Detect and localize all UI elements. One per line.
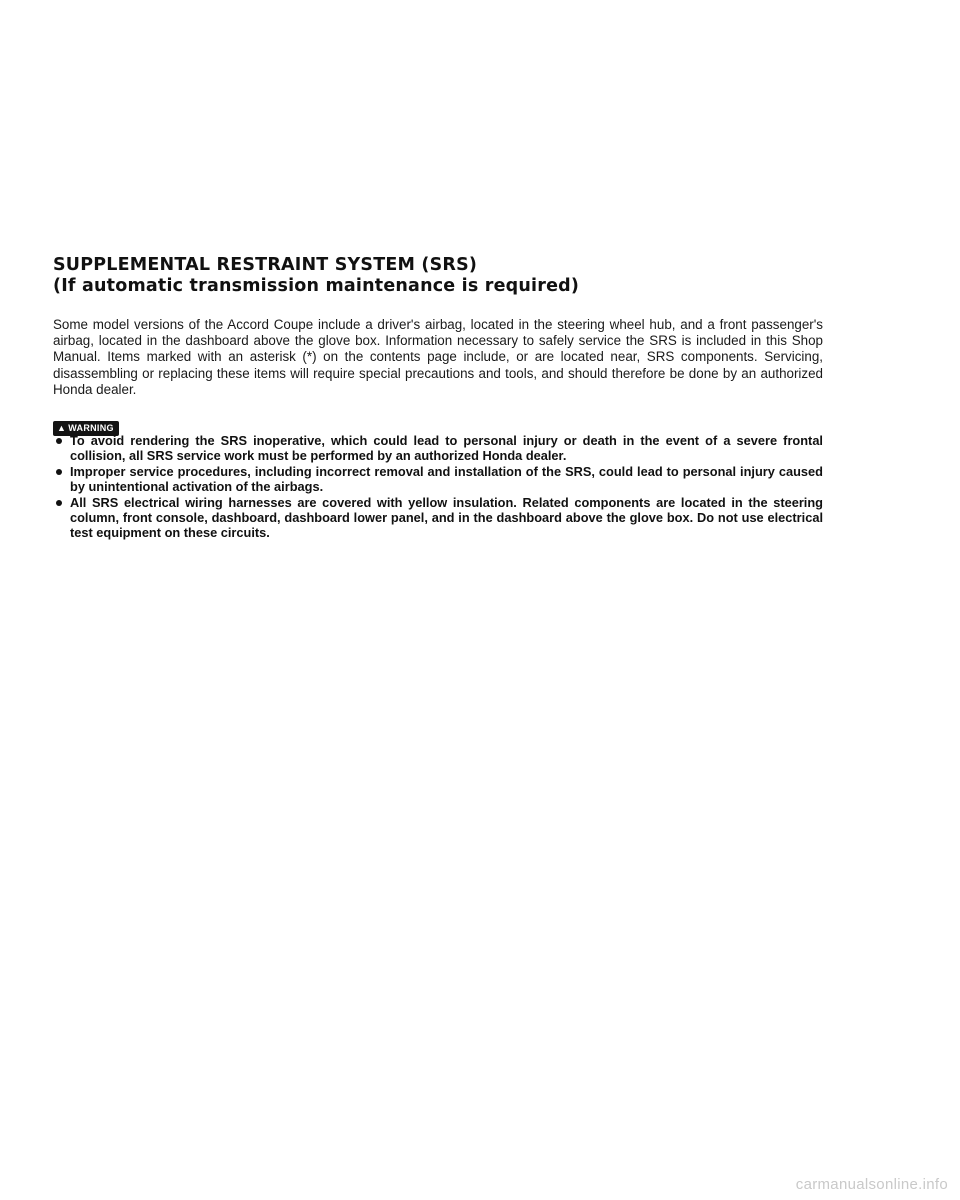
warning-item-text: All SRS electrical wiring harnesses are covered with yellow insulation. Related components are located in the steering column, front console, dashboard, dashboard lower panel, and in the dashboard above the glove box. Do not use electrical test equipment on these circuits. <box>70 494 823 541</box>
warning-item-text: To avoid rendering the SRS inoperative, which could lead to personal injury or death in the event of a severe frontal collision, all SRS service work must be performed by an authorized Honda dealer. <box>70 433 823 464</box>
site-watermark: carmanualsonline.info <box>795 1176 948 1193</box>
warning-badge-label: WARNING <box>68 423 114 434</box>
title-line-2: (If automatic transmission maintenance is required) <box>53 276 580 296</box>
warning-item <box>53 433 823 464</box>
intro-paragraph: Some model versions of the Accord Coupe include a driver's airbag, located in the steering wheel hub, and a front passenger's airbag, located in the dashboard above the glove box. Information necessary to safely service the SRS is included in this Shop Manual. Items marked with an asterisk (*) on the contents page include, or are located near, SRS components. Servicing, disassembling or replacing these items will require special precautions and tools, and should therefore be done by an authorized Honda dealer. <box>53 317 823 397</box>
bullet-icon <box>56 438 62 444</box>
srs-section <box>53 255 823 541</box>
section-title <box>53 255 823 297</box>
warning-list <box>53 433 823 541</box>
warning-item <box>53 495 823 541</box>
warning-item-text: Improper service procedures, including incorrect removal and installation of the SRS, could lead to personal injury caused by unintentional activation of the airbags. <box>70 463 823 495</box>
warning-block <box>53 418 823 541</box>
title-line-1: SUPPLEMENTAL RESTRAINT SYSTEM (SRS) <box>53 255 478 275</box>
bullet-icon <box>56 500 62 506</box>
warning-triangle-icon: ▲ <box>57 423 67 434</box>
warning-item <box>53 464 823 495</box>
bullet-icon <box>56 469 62 475</box>
